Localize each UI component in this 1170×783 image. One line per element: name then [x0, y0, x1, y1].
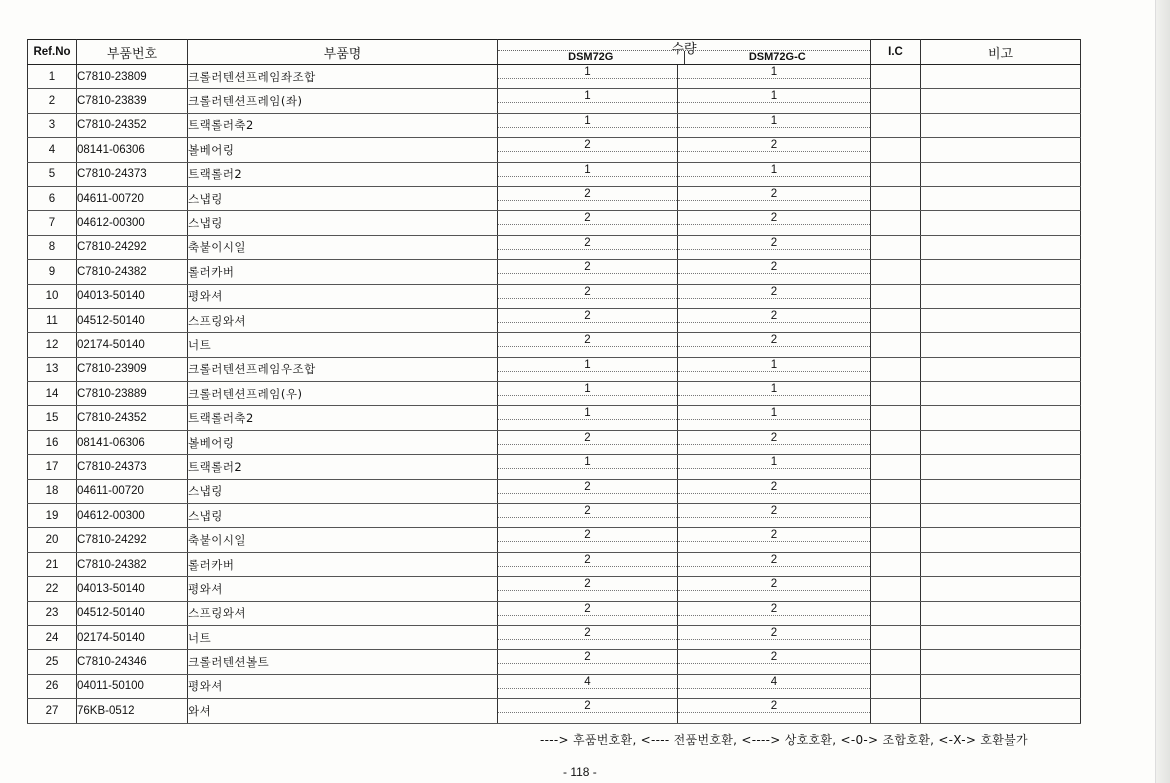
qty-dsm72g-c-cell: [678, 65, 871, 89]
remarks-cell: [921, 577, 1081, 601]
qty-dsm72g-c-cell: [678, 406, 871, 430]
qty-dsm72g-cell: [498, 65, 678, 89]
ref-no-cell: 21: [28, 552, 77, 576]
qty-dsm72g-c-cell: [678, 674, 871, 698]
part-number-cell: C7810-24373: [77, 455, 188, 479]
part-number-cell: 04013-50140: [77, 577, 188, 601]
qty-dsm72g-cell: [498, 674, 678, 698]
qty-dsm72g-cell: [498, 333, 678, 357]
qty-value: 2: [584, 212, 591, 225]
part-name-cell: 트랙롤러축2: [188, 406, 498, 430]
part-name-cell: 트랙롤러축2: [188, 113, 498, 137]
ic-cell: [871, 65, 921, 89]
part-number-cell: C7810-24346: [77, 650, 188, 674]
qty-dsm72g-cell: [498, 382, 678, 406]
part-number-cell: 08141-06306: [77, 138, 188, 162]
part-number-cell: C7810-24352: [77, 406, 188, 430]
qty-value: 1: [584, 383, 591, 396]
remarks-cell: [921, 479, 1081, 503]
ic-cell: [871, 577, 921, 601]
part-number-cell: C7810-23839: [77, 89, 188, 113]
qty-value: 1: [584, 66, 591, 78]
qty-dsm72g-c-cell: [678, 699, 871, 723]
remarks-cell: [921, 308, 1081, 332]
part-name-cell: 크롤러텐션프레임좌조합: [188, 65, 498, 89]
qty-dsm72g-c-cell: [678, 455, 871, 479]
part-name-cell: 평와셔: [188, 284, 498, 308]
part-number-cell: C7810-24292: [77, 235, 188, 259]
qty-value: 2: [584, 529, 591, 542]
qty-dsm72g-cell: [498, 284, 678, 308]
qty-dsm72g-c-cell: [678, 162, 871, 186]
parts-table: [27, 39, 1081, 724]
qty-dsm72g-cell: [498, 260, 678, 284]
qty-dsm72g-c-cell: [678, 357, 871, 381]
table-row: [28, 235, 1081, 259]
part-number-cell: 08141-06306: [77, 430, 188, 454]
qty-value: 2: [584, 651, 591, 664]
remarks-cell: [921, 260, 1081, 284]
table-row: [28, 552, 1081, 576]
qty-value: 2: [584, 602, 591, 615]
part-name-cell: 크롤러텐션프레임우조합: [188, 357, 498, 381]
ic-cell: [871, 699, 921, 723]
qty-value: 2: [770, 529, 778, 542]
qty-value: 2: [584, 261, 591, 274]
ic-cell: [871, 308, 921, 332]
ref-no-cell: 23: [28, 601, 77, 625]
ref-no-cell: 9: [28, 260, 77, 284]
part-name-cell: 크롤러텐션프레임(좌): [188, 89, 498, 113]
qty-dsm72g-cell: [498, 138, 678, 162]
part-name-cell: 너트: [188, 625, 498, 649]
qty-dsm72g-cell: [498, 235, 678, 259]
qty-dsm72g-c-cell: [678, 186, 871, 210]
remarks-cell: [921, 528, 1081, 552]
table-row: [28, 699, 1081, 723]
ic-cell: [871, 528, 921, 552]
part-name-cell: 와셔: [188, 699, 498, 723]
part-name-cell: 트랙롤러2: [188, 455, 498, 479]
qty-value: 2: [770, 651, 778, 664]
ic-cell: [871, 504, 921, 528]
qty-value: 2: [770, 626, 778, 639]
qty-value: 1: [770, 66, 778, 78]
remarks-cell: [921, 455, 1081, 479]
remarks-cell: [921, 382, 1081, 406]
part-name-cell: 크롤러텐션볼트: [188, 650, 498, 674]
qty-dsm72g-c-cell: [678, 430, 871, 454]
qty-dsm72g-cell: [498, 308, 678, 332]
qty-dsm72g-cell: [498, 528, 678, 552]
qty-value: 2: [770, 480, 778, 493]
ic-cell: [871, 430, 921, 454]
table-row: [28, 430, 1081, 454]
qty-dsm72g-c-cell: [678, 601, 871, 625]
qty-value: 2: [770, 334, 778, 347]
part-number-cell: C7810-23909: [77, 357, 188, 381]
remarks-cell: [921, 406, 1081, 430]
part-name-cell: 스냅링: [188, 479, 498, 503]
qty-value: 1: [770, 456, 778, 469]
table-row: [28, 162, 1081, 186]
remarks-cell: [921, 504, 1081, 528]
ic-cell: [871, 284, 921, 308]
qty-value: 2: [584, 236, 591, 249]
qty-dsm72g-c-cell: [678, 650, 871, 674]
part-number-cell: 04612-00300: [77, 211, 188, 235]
qty-dsm72g-cell: [498, 625, 678, 649]
qty-value: 2: [584, 700, 591, 713]
remarks-cell: [921, 162, 1081, 186]
remarks-cell: [921, 113, 1081, 137]
ic-cell: [871, 162, 921, 186]
qty-value: 2: [770, 236, 778, 249]
ic-cell: [871, 186, 921, 210]
qty-value: 1: [584, 456, 591, 469]
qty-value: 4: [770, 675, 778, 688]
qty-dsm72g-c-cell: [678, 504, 871, 528]
qty-dsm72g-cell: [498, 577, 678, 601]
page-number: - 118 -: [563, 765, 597, 779]
qty-value: 2: [584, 553, 591, 566]
model-dsm72g-header: DSM72G: [498, 51, 685, 64]
table-row: [28, 186, 1081, 210]
remarks-cell: [921, 552, 1081, 576]
quantity-header: [498, 40, 871, 65]
qty-value: 1: [584, 163, 591, 176]
model-dsm72g-c-header: DSM72G-C: [748, 51, 806, 63]
table-row: [28, 674, 1081, 698]
qty-value: 1: [770, 114, 778, 127]
part-name-cell: 크롤러텐션프레임(우): [188, 382, 498, 406]
qty-dsm72g-cell: [498, 455, 678, 479]
ic-cell: [871, 674, 921, 698]
table-row: [28, 382, 1081, 406]
part-number-cell: 04512-50140: [77, 308, 188, 332]
qty-value: 2: [770, 505, 778, 518]
qty-dsm72g-c-cell: [678, 113, 871, 137]
ref-no-cell: 2: [28, 89, 77, 113]
qty-value: 4: [584, 675, 591, 688]
part-name-cell: 평와셔: [188, 674, 498, 698]
qty-dsm72g-cell: [498, 113, 678, 137]
remarks-cell: [921, 89, 1081, 113]
remarks-cell: [921, 65, 1081, 89]
part-number-cell: 76KB-0512: [77, 699, 188, 723]
remarks-cell: [921, 211, 1081, 235]
table-row: [28, 479, 1081, 503]
remarks-cell: [921, 357, 1081, 381]
qty-value: 2: [584, 285, 591, 298]
qty-value: 2: [584, 626, 591, 639]
table-row: [28, 138, 1081, 162]
ic-cell: [871, 357, 921, 381]
part-number-cell: 02174-50140: [77, 625, 188, 649]
ref-no-cell: 17: [28, 455, 77, 479]
part-number-cell: C7810-24373: [77, 162, 188, 186]
part-number-cell: 04512-50140: [77, 601, 188, 625]
qty-dsm72g-cell: [498, 357, 678, 381]
remarks-cell: [921, 186, 1081, 210]
table-row: [28, 113, 1081, 137]
ref-no-cell: 27: [28, 699, 77, 723]
ref-no-cell: 19: [28, 504, 77, 528]
ic-cell: [871, 625, 921, 649]
remarks-cell: [921, 284, 1081, 308]
remarks-cell: [921, 601, 1081, 625]
table-row: [28, 625, 1081, 649]
table-row: [28, 308, 1081, 332]
qty-dsm72g-c-cell: [678, 235, 871, 259]
qty-value: 2: [584, 187, 591, 200]
part-name-cell: 롤러카버: [188, 260, 498, 284]
qty-dsm72g-c-cell: [678, 284, 871, 308]
qty-dsm72g-c-cell: [678, 333, 871, 357]
part-name-cell: 볼베어링: [188, 430, 498, 454]
ref-no-cell: 25: [28, 650, 77, 674]
part-name-cell: 스프링와셔: [188, 601, 498, 625]
ref-no-cell: 4: [28, 138, 77, 162]
qty-value: 1: [770, 163, 778, 176]
qty-value: 2: [770, 578, 778, 591]
ref-no-cell: 16: [28, 430, 77, 454]
qty-value: 2: [770, 602, 778, 615]
part-name-cell: 스프링와셔: [188, 308, 498, 332]
qty-value: 1: [770, 90, 778, 103]
remarks-cell: [921, 333, 1081, 357]
ref-no-cell: 10: [28, 284, 77, 308]
page-edge: [1155, 0, 1170, 783]
qty-value: 2: [584, 431, 591, 444]
part-number-cell: C7810-23889: [77, 382, 188, 406]
qty-dsm72g-c-cell: [678, 308, 871, 332]
qty-dsm72g-cell: [498, 186, 678, 210]
qty-value: 2: [584, 309, 591, 322]
ic-cell: [871, 601, 921, 625]
table-row: [28, 650, 1081, 674]
qty-dsm72g-cell: [498, 552, 678, 576]
part-number-cell: 04013-50140: [77, 284, 188, 308]
qty-dsm72g-c-cell: [678, 382, 871, 406]
table-row: [28, 601, 1081, 625]
ref-no-cell: 24: [28, 625, 77, 649]
part-name-cell: 평와셔: [188, 577, 498, 601]
qty-value: 2: [770, 309, 778, 322]
qty-value: 2: [770, 261, 778, 274]
qty-dsm72g-c-cell: [678, 552, 871, 576]
ref-no-cell: 6: [28, 186, 77, 210]
table-row: [28, 357, 1081, 381]
ref-no-header: Ref.No: [28, 40, 77, 65]
ref-no-cell: 11: [28, 308, 77, 332]
remarks-cell: [921, 138, 1081, 162]
qty-dsm72g-cell: [498, 601, 678, 625]
remarks-cell: [921, 699, 1081, 723]
qty-value: 1: [770, 358, 778, 371]
qty-dsm72g-cell: [498, 211, 678, 235]
part-name-cell: 롤러카버: [188, 552, 498, 576]
part-name-cell: 트랙롤러2: [188, 162, 498, 186]
ic-header: I.C: [871, 40, 921, 65]
qty-dsm72g-cell: [498, 406, 678, 430]
part-name-cell: 축붙이시일: [188, 235, 498, 259]
qty-dsm72g-cell: [498, 699, 678, 723]
qty-dsm72g-cell: [498, 504, 678, 528]
part-number-cell: C7810-24382: [77, 260, 188, 284]
qty-value: 2: [770, 431, 778, 444]
ic-cell: [871, 113, 921, 137]
qty-value: 2: [770, 553, 778, 566]
quantity-header-title: 수량: [671, 42, 697, 57]
remarks-cell: [921, 650, 1081, 674]
part-number-cell: 04612-00300: [77, 504, 188, 528]
part-name-cell: 너트: [188, 333, 498, 357]
qty-value: 2: [584, 578, 591, 591]
part-number-cell: C7810-24352: [77, 113, 188, 137]
qty-value: 2: [770, 187, 778, 200]
qty-dsm72g-c-cell: [678, 625, 871, 649]
qty-value: 1: [770, 407, 778, 420]
part-number-cell: 04011-50100: [77, 674, 188, 698]
part-number-cell: 04611-00720: [77, 479, 188, 503]
remarks-cell: [921, 430, 1081, 454]
ic-cell: [871, 552, 921, 576]
part-name-cell: 스냅링: [188, 186, 498, 210]
part-name-cell: 스냅링: [188, 504, 498, 528]
qty-dsm72g-cell: [498, 162, 678, 186]
part-number-cell: C7810-23809: [77, 65, 188, 89]
qty-dsm72g-cell: [498, 430, 678, 454]
qty-value: 1: [584, 90, 591, 103]
qty-value: 1: [770, 383, 778, 396]
qty-dsm72g-c-cell: [678, 577, 871, 601]
ref-no-cell: 3: [28, 113, 77, 137]
ref-no-cell: 13: [28, 357, 77, 381]
remarks-cell: [921, 235, 1081, 259]
ref-no-cell: 14: [28, 382, 77, 406]
qty-dsm72g-c-cell: [678, 528, 871, 552]
remarks-cell: [921, 625, 1081, 649]
ref-no-cell: 8: [28, 235, 77, 259]
qty-value: 2: [584, 505, 591, 518]
qty-value: 2: [770, 285, 778, 298]
ic-cell: [871, 260, 921, 284]
table-row: [28, 528, 1081, 552]
table-row: [28, 65, 1081, 89]
remarks-cell: [921, 674, 1081, 698]
qty-value: 2: [770, 212, 778, 225]
ic-cell: [871, 406, 921, 430]
table-header-row: [28, 40, 1081, 65]
qty-dsm72g-c-cell: [678, 260, 871, 284]
qty-dsm72g-cell: [498, 89, 678, 113]
ic-cell: [871, 382, 921, 406]
qty-value: 1: [584, 358, 591, 371]
qty-value: 2: [770, 700, 778, 713]
qty-dsm72g-cell: [498, 479, 678, 503]
qty-dsm72g-c-cell: [678, 211, 871, 235]
table-row: [28, 333, 1081, 357]
ic-cell: [871, 479, 921, 503]
qty-value: 2: [584, 480, 591, 493]
remarks-header: 비고: [921, 40, 1081, 65]
part-number-cell: C7810-24292: [77, 528, 188, 552]
ic-cell: [871, 455, 921, 479]
part-number-cell: 02174-50140: [77, 333, 188, 357]
ic-cell: [871, 211, 921, 235]
table-row: [28, 577, 1081, 601]
ref-no-cell: 26: [28, 674, 77, 698]
qty-value: 1: [584, 407, 591, 420]
table-row: [28, 211, 1081, 235]
qty-value: 2: [584, 139, 591, 152]
part-number-cell: 04611-00720: [77, 186, 188, 210]
table-row: [28, 406, 1081, 430]
part-name-cell: 축붙이시일: [188, 528, 498, 552]
ic-cell: [871, 333, 921, 357]
ref-no-cell: 18: [28, 479, 77, 503]
ref-no-cell: 12: [28, 333, 77, 357]
qty-value: 1: [584, 114, 591, 127]
qty-value: 2: [770, 139, 778, 152]
ref-no-cell: 15: [28, 406, 77, 430]
table-row: [28, 284, 1081, 308]
ic-cell: [871, 89, 921, 113]
qty-dsm72g-c-cell: [678, 89, 871, 113]
ic-cell: [871, 650, 921, 674]
ic-cell: [871, 235, 921, 259]
ref-no-cell: 1: [28, 65, 77, 89]
part-name-header: 부품명: [188, 40, 498, 65]
ref-no-cell: 22: [28, 577, 77, 601]
qty-dsm72g-c-cell: [678, 138, 871, 162]
ref-no-cell: 5: [28, 162, 77, 186]
ic-cell: [871, 138, 921, 162]
table-row: [28, 89, 1081, 113]
part-name-cell: 스냅링: [188, 211, 498, 235]
qty-dsm72g-cell: [498, 650, 678, 674]
table-row: [28, 455, 1081, 479]
part-name-cell: 볼베어링: [188, 138, 498, 162]
qty-value: 2: [584, 334, 591, 347]
ref-no-cell: 20: [28, 528, 77, 552]
part-number-cell: C7810-24382: [77, 552, 188, 576]
ref-no-cell: 7: [28, 211, 77, 235]
qty-dsm72g-c-cell: [678, 479, 871, 503]
table-row: [28, 504, 1081, 528]
interchangeability-legend: ----> 후품번호환, <---- 전품번호환, <----> 상호호환, <-0-> 조합호환, <-X-> 호환불가: [540, 733, 1028, 747]
part-number-header: 부품번호: [77, 40, 188, 65]
table-row: [28, 260, 1081, 284]
